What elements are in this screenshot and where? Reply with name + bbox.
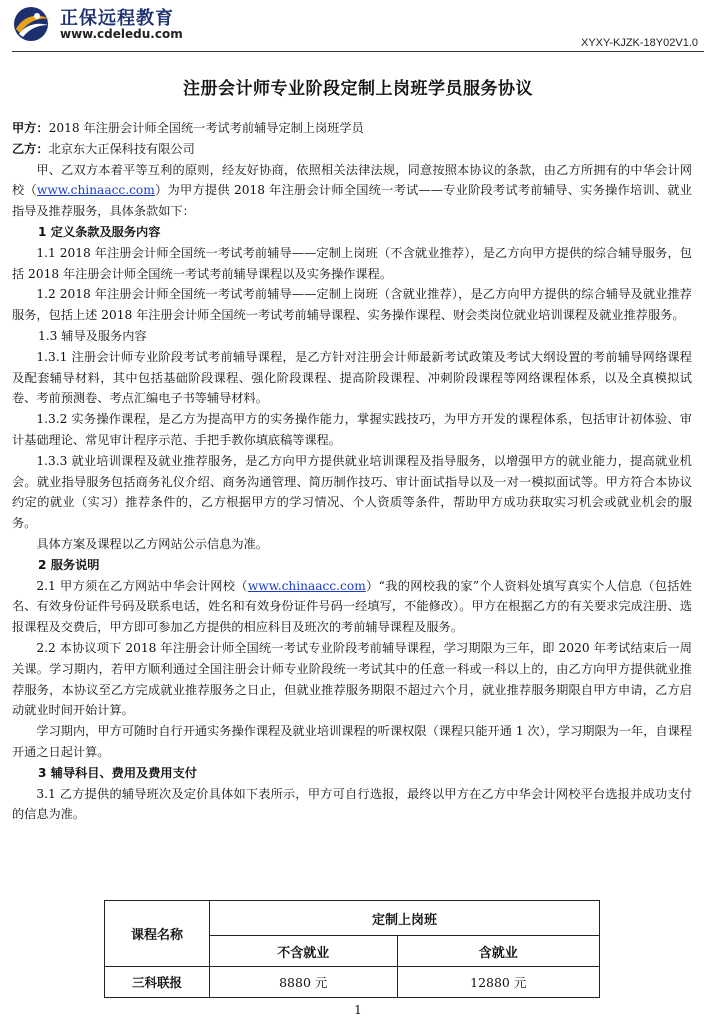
clause-2-1-text-1: 2.1 甲方须在乙方网站中华会计网校（	[36, 578, 248, 593]
price-table	[104, 900, 600, 998]
clause-1-3-3: 1.3.3 就业培训课程及就业推荐服务，是乙方向甲方提供就业培训课程及指导服务，以增强甲方的就业能力，提高就业机会。就业指导服务包括商务礼仪介绍、商务沟通管理、简历制作技巧、审计面试指导以及一对一模拟面试等。甲方符合本协议约定的就业（实习）推荐条件的，乙方根据甲方的学习情况、个人资质等条件，帮助甲方成功获取实习机会或就业机会的服务。	[12, 453, 692, 531]
row-price-no-job: 8880 元	[210, 967, 398, 998]
plan-note: 具体方案及课程以乙方网站公示信息为准。	[36, 536, 268, 551]
section-2-heading: 2 服务说明	[38, 557, 100, 572]
intro-paragraph	[12, 160, 692, 222]
document-title: 注册会计师专业阶段定制上岗班学员服务协议	[183, 79, 533, 99]
row-price-with-job: 12880 元	[397, 967, 600, 998]
intro-text-1: 甲、乙双方本着平等互利的原则，经友好协商，依照相关法律法规，同意按照本协议的条款，由乙方所拥有的中华会计网校（	[12, 162, 692, 198]
document-code: XYXY-KJZK-18Y02V1.0	[581, 37, 698, 49]
intro-text-2: ）为甲方提供 2018 年注册会计师全国统一考试——专业阶段考试考前辅导、实务操作培训、就业指导及推荐服务，具体条款如下：	[12, 183, 692, 219]
clause-1-2: 1.2 2018 年注册会计师全国统一考试考前辅导——定制上岗班（含就业推荐），是乙方向甲方提供的综合辅导及就业推荐服务，包括上述 2018 年注册会计师全国统一考试考前辅导课程、实务操作课程、财会类岗位就业培训课程及就业推荐服务。	[12, 287, 692, 323]
clause-3-1: 3.1 乙方提供的辅导班次及定价具体如下表所示，甲方可自行选报，最终以甲方在乙方中华会计网校平台选报并成功支付的信息为准。	[12, 786, 692, 822]
party-a-label: 甲方：	[12, 121, 49, 135]
cdeledu-logo-icon	[10, 5, 54, 43]
party-a-value: 2018 年注册会计师全国统一考试考前辅导定制上岗班学员	[48, 121, 364, 135]
clause-1-1: 1.1 2018 年注册会计师全国统一考试考前辅导——定制上岗班（不含就业推荐），是乙方向甲方提供的综合辅导服务，包括 2018 年注册会计师全国统一考试考前辅导课程以及实务操作课程。	[12, 245, 692, 281]
section-3-heading: 3 辅导科目、费用及费用支付	[38, 765, 197, 780]
clause-2-1	[12, 576, 692, 638]
brand-name: 正保远程教育	[60, 8, 174, 29]
row-course-name: 三科联报	[105, 967, 210, 998]
header-divider	[12, 51, 704, 52]
brand-url: www.cdeledu.com	[60, 27, 183, 41]
col-no-job: 不含就业	[210, 936, 398, 967]
clause-1-3-heading: 1.3 辅导及服务内容	[38, 328, 147, 343]
document-body	[12, 118, 692, 825]
study-period-note: 学习期内，甲方可随时自行开通实务操作课程及就业培训课程的听课权限（课程只能开通 1 次），学习期限为一年，自课程开通之日起计算。	[12, 724, 692, 759]
chinaacc-link[interactable]: www.chinaacc.com	[36, 183, 155, 198]
page-header	[0, 0, 716, 52]
col-with-job: 含就业	[397, 936, 600, 967]
page-number: 1	[354, 1003, 362, 1017]
col-course-name: 课程名称	[105, 901, 210, 967]
clause-2-2: 2.2 本协议项下 2018 年注册会计师全国统一考试专业阶段考前辅导课程，学习期限为三年，即 2020 年考试结束后一周关课。学习期内，若甲方顺利通过全国注册会计师专业阶段统一考试其中的任意一科或一科以上的，由乙方向甲方提供就业推荐服务，本协议至乙方完成就业推荐服务之日止，但就业推荐服务期限不超过六个月，就业推荐服务期限自甲方申请，乙方启动就业时间开始计算。	[12, 640, 692, 718]
section-1-heading: 1 定义条款及服务内容	[38, 224, 161, 239]
clause-2-1-text-2: ）“我的网校我的家”个人资料处填写真实个人信息（包括姓名、有效身份证件号码及联系电话，姓名和有效身份证件号码一经填写，不能修改）。甲方在根据乙方的有关要求完成注册、选报课程及交费后，甲方即可参加乙方提供的相应科目及班次的考前辅导课程及服务。	[12, 578, 692, 635]
chinaacc-link-2[interactable]: www.chinaacc.com	[247, 578, 366, 593]
clause-1-3-2: 1.3.2 实务操作课程，是乙方为提高甲方的实务操作能力，掌握实践技巧，为甲方开发的课程体系，包括审计初体验、审计基础理论、常见审计程序示范、手把手教你填底稿等课程。	[12, 412, 692, 447]
party-b	[12, 139, 692, 160]
party-a	[12, 118, 692, 139]
party-b-label: 乙方：	[12, 141, 49, 156]
party-b-value: 北京东大正保科技有限公司	[48, 141, 195, 156]
col-group-header: 定制上岗班	[210, 901, 600, 936]
table-row	[105, 967, 600, 998]
clause-1-3-1: 1.3.1 注册会计师专业阶段考试考前辅导课程，是乙方针对注册会计师最新考试政策及考试大纲设置的考前辅导网络课程及配套辅导材料，其中包括基础阶段课程、强化阶段课程、提高阶段课程、冲刺阶段课程等网络课程体系，以及全真模拟试卷、考前预测卷、考点汇编电子书等辅导材料。	[12, 349, 692, 406]
